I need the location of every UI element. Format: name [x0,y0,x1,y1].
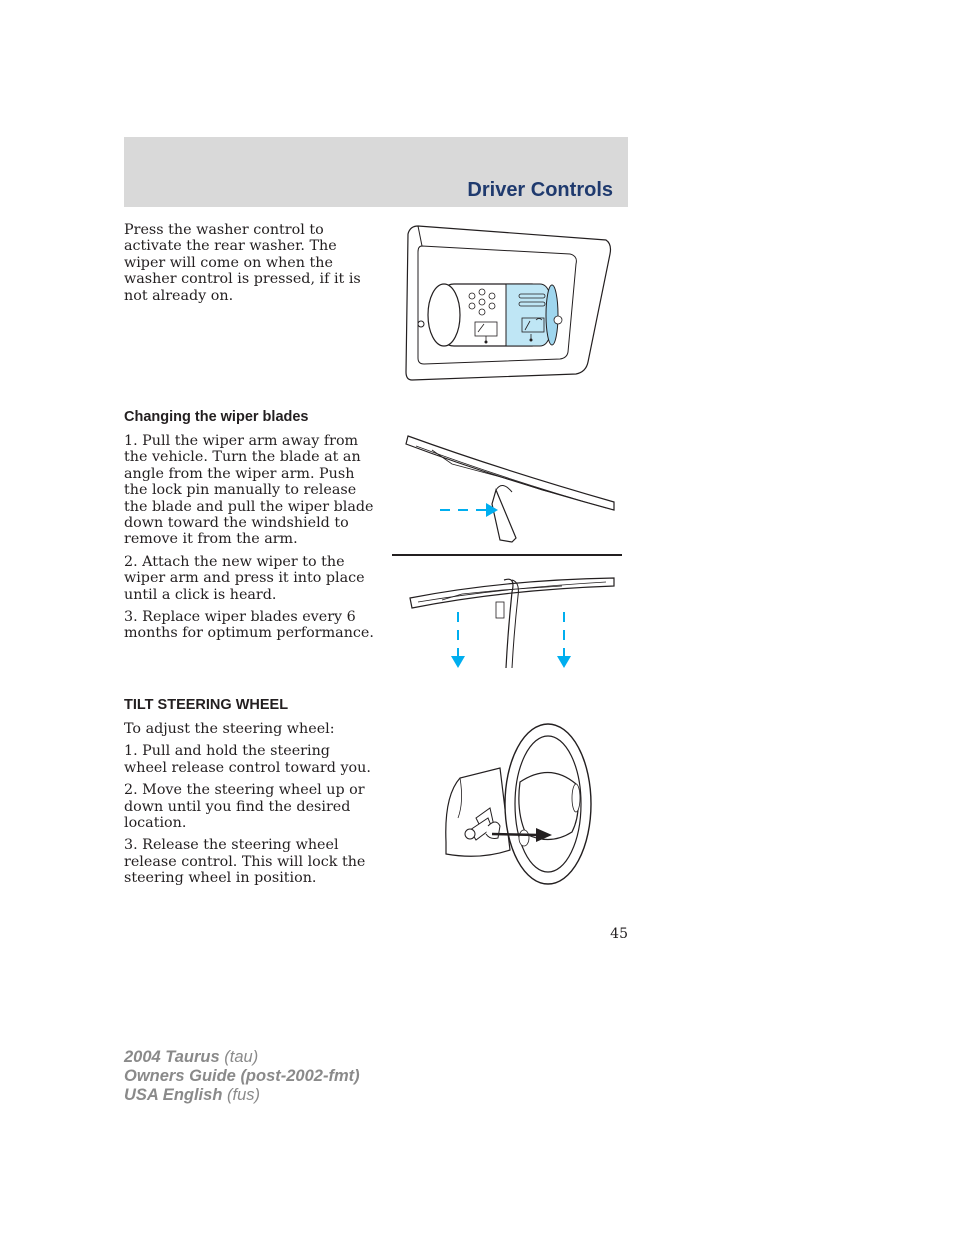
washer-paragraph [124,222,376,310]
tilt-steering-wheel-illustration [440,722,600,890]
footer-language: USA English [124,1086,223,1104]
footer-language-code: (fus) [227,1086,260,1104]
wiper-step-1: 1. Pull the wiper arm away from the vehicle. Turn the blade at an angle from the wiper arm. Push the lock pin manually to release the blade and pull the wiper blade down toward the windshield to remove it from the arm. [124,433,374,548]
tilt-step-3: 3. Release the steering wheel release control. This will lock the steering wheel in position. [124,837,366,887]
tilt-step-1: 1. Pull and hold the steering wheel release control toward you. [124,743,371,776]
section-header-band [124,137,628,207]
footer-model-code: (tau) [224,1048,259,1066]
footer-line-1 [124,1048,360,1067]
tilt-steering-steps [124,721,376,893]
wiper-blade-removal-illustration [406,436,614,542]
page-number: 45 [610,926,628,942]
footer-line-3 [124,1086,360,1105]
wiper-step-2: 2. Attach the new wiper to the wiper arm and press it into place until a click is heard. [124,553,365,603]
footer-guide: Owners Guide (post-2002-fmt) [124,1067,360,1085]
wiper-step-3: 3. Replace wiper blades every 6 months for optimum performance. [124,609,374,642]
tilt-steering-heading: TILT STEERING WHEEL [124,697,289,713]
footer-model: 2004 Taurus [124,1048,220,1066]
section-title: Driver Controls [467,179,613,201]
tilt-step-2: 2. Move the steering wheel up or down until you find the desired location. [124,782,365,832]
document-footer [124,1048,360,1105]
wiper-blade-install-illustration [410,578,614,668]
wiper-blade-illustration [392,430,622,670]
washer-text: Press the washer control to activate the rear washer. The wiper will come on when the washer control is pressed, if it is not already on. [124,222,361,304]
tilt-intro: To adjust the steering wheel: [124,721,335,737]
wiper-blades-steps [124,433,376,648]
rear-washer-control-illustration [400,222,615,382]
footer-line-2 [124,1067,360,1086]
wiper-blades-heading: Changing the wiper blades [124,409,309,425]
